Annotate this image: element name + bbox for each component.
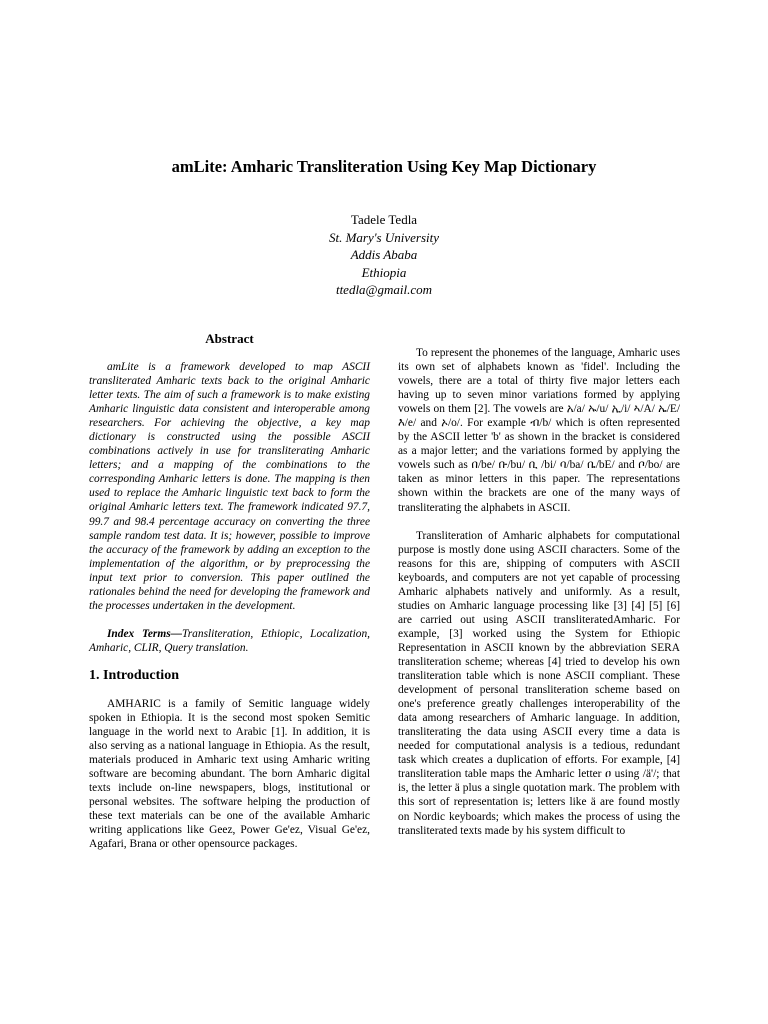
index-terms-label: Index Terms— [107,627,183,640]
author-block [0,211,768,299]
abstract-heading: Abstract [205,331,254,346]
introduction-heading: 1. Introduction [89,667,179,683]
index-terms-text: Transliteration, Ethiopic, Localization, Amharic, CLIR, Query translation. [89,627,370,654]
author-name: Tadele Tedla [350,212,418,227]
phonemes-paragraph: To represent the phonemes of the language, Amharic uses its own set of alphabets known as 'fidel'. Including the vowels, there are a total of thirty five major letters each having up to seven minor variations formed by applying vowels on them [2]. The vowels are አ/a/ ኡ/u/ ኢ/i/ ኣ/A/ ኤ/E/ እ/e/ and ኦ/o/. For example ብ/b/ which is often represented by the ASCII letter 'b' as shown in the bracket is considered as a major letter; and the variations formed by applying the vowels such as በ/be/ ቡ/bu/ ቢ /bi/ ባ/ba/ ቤ/bE/ and ቦ/bo/ are taken as minor letters in this paper. The representations shown within the brackets are one of the many ways of transliterating the alphabets in ASCII. [398,347,680,514]
author-affiliation: St. Mary's University [328,229,439,245]
transliteration-paragraph: Transliteration of Amharic alphabets for computational purpose is mostly done using ASCII characters. Some of the reasons for this are, shipping of computers with ASCII keyboards, and computers are not yet capable of processing Amharic alphabets natively and uniformly. As a result, studies on Amharic language processing like [3] [4] [5] [6] are carried out using ASCII transliteratedAmharic. For example, [3] worked using the System for Ethiopic Representation in ASCII known by the abbreviation SERA transliteration scheme; whereas [4] tried to develop his own transliteration table which is none ASCII compliant. These development of personal transliteration scheme based on one's preference greatly challenges interoperability of the data among researchers of Amharic language. In addition, transliterating the data using ASCII every time a data is needed for computational analysis is a tedious, redundant task which creates a duplication of efforts. For example, [4] transliteration table maps the Amharic letter ዐ using /ä'/; that is, the letter ä plus a single quotation mark. The problem with this sort of representation is; letters like ä are found mostly on Nordic keyboards; which makes the process of using the transliterated texts made by his system difficult to [398,529,680,837]
left-column [89,330,370,851]
paper-title: amLite: Amharic Transliteration Using Key Map Dictionary [171,157,597,176]
author-city: Addis Ababa [350,247,418,262]
introduction-paragraph: AMHARIC is a family of Semitic language widely spoken in Ethiopia. It is the second most spoken Semitic language in the world next to Arabic [1]. In addition, it is also serving as a national language in Ethiopia. As the result, materials produced in Amharic text using Amharic writing software are becoming abundant. The born Amharic digital texts include on-line newspapers, blogs, institutional or personal websites. The software helping the production of these text materials can be one of the available Amharic writing applications like Geez, Power Ge'ez, Visual Ge'ez, Agafari, Brana or other opensource packages. [89,697,370,851]
index-terms [89,627,370,655]
abstract-text: amLite is a framework developed to map ASCII transliterated Amharic texts back to the original Amharic letter texts. The aim of such a framework is to make existing Amharic linguistic data consistent and interoperable among researchers. For achieving the objective, a key map dictionary is constructed using the possible ASCII combinations actively in use for transliterating Amharic letters; and a mapping of the combinations to the corresponding Amharic letters is done. The mapping is then used to replace the Amharic linguistic text back to form the original Amharic letters text. The framework indicated 97.7, 99.7 and 98.4 percentage accuracy on converting the three sample random test data. It is; however, possible to improve the accuracy of the framework by adding an exception to the implementation of the algorithm, or by preprocessing the input text prior to conversion. This paper outlined the rationales behind the need for developing the framework and the processes undertaken in the development. [89,361,370,612]
author-country: Ethiopia [361,264,407,280]
author-email: ttedla@gmail.com [335,282,433,297]
right-column [398,346,680,838]
